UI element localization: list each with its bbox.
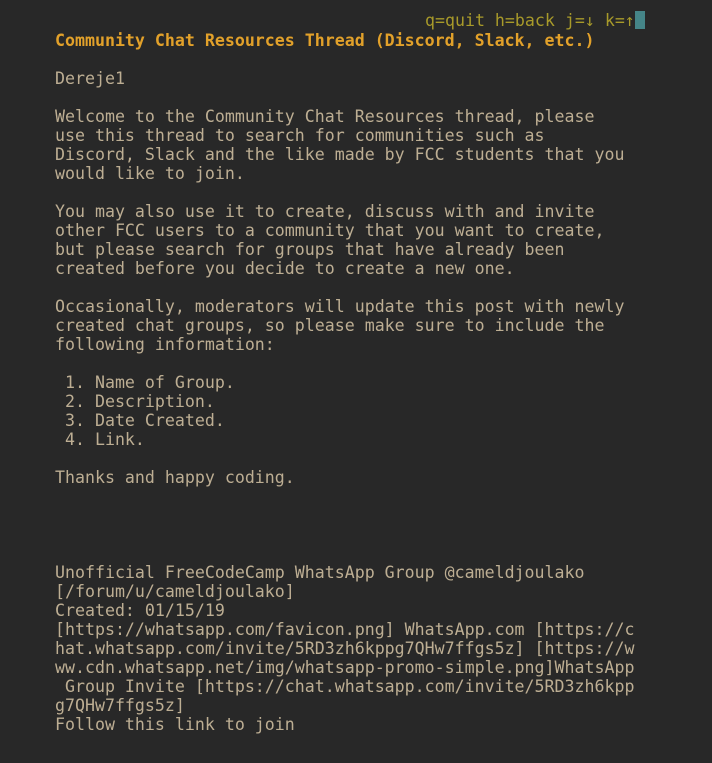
reply-text-line: Follow this link to join (55, 715, 295, 734)
paragraph-line: but please search for groups that have already been (55, 240, 565, 259)
closing-line: Thanks and happy coding. (55, 468, 295, 487)
paragraph-line: created chat groups, so please make sure to include the (55, 316, 605, 335)
reply-heading: Unofficial FreeCodeCamp WhatsApp Group @cameldjoulako (55, 563, 585, 582)
paragraph-line: following information: (55, 335, 275, 354)
paragraph-line: You may also use it to create, discuss with and invite (55, 202, 595, 221)
user-profile-link[interactable]: [/forum/u/cameldjoulako] (55, 582, 295, 601)
list-item: 1. Name of Group. (55, 373, 235, 392)
created-date: Created: 01/15/19 (55, 601, 225, 620)
paragraph-line: created before you decide to create a new one. (55, 259, 515, 278)
paragraph-line: Welcome to the Community Chat Resources thread, please (55, 107, 595, 126)
paragraph-line: would like to join. (55, 164, 245, 183)
list-item: 2. Description. (55, 392, 215, 411)
paragraph-line: use this thread to search for communities such as (55, 126, 545, 145)
keybinding-hints (425, 11, 645, 30)
paragraph-line: other FCC users to a community that you want to create, (55, 221, 605, 240)
thread-title: Community Chat Resources Thread (Discord, Slack, etc.) (55, 31, 595, 50)
paragraph-line: Occasionally, moderators will update this post with newly (55, 297, 625, 316)
reply-link-line[interactable]: hat.whatsapp.com/invite/5RD3zh6kppg7QHw7ffgs5z] [https://w (55, 639, 635, 658)
thread-author[interactable]: Dereje1 (55, 69, 125, 88)
reply-link-line[interactable]: g7QHw7ffgs5z] (55, 696, 185, 715)
list-item: 4. Link. (55, 430, 145, 449)
reply-link-line[interactable]: Group Invite [https://chat.whatsapp.com/invite/5RD3zh6kpp (55, 677, 635, 696)
paragraph-line: Discord, Slack and the like made by FCC students that you (55, 145, 625, 164)
keybinding-text: q=quit h=back j=↓ k=↑ (425, 11, 635, 30)
terminal-cursor (635, 11, 645, 29)
list-item: 3. Date Created. (55, 411, 225, 430)
reply-link-line[interactable]: [https://whatsapp.com/favicon.png] WhatsApp.com [https://c (55, 620, 635, 639)
reply-link-line[interactable]: ww.cdn.whatsapp.net/img/whatsapp-promo-simple.png]WhatsApp (55, 658, 635, 677)
